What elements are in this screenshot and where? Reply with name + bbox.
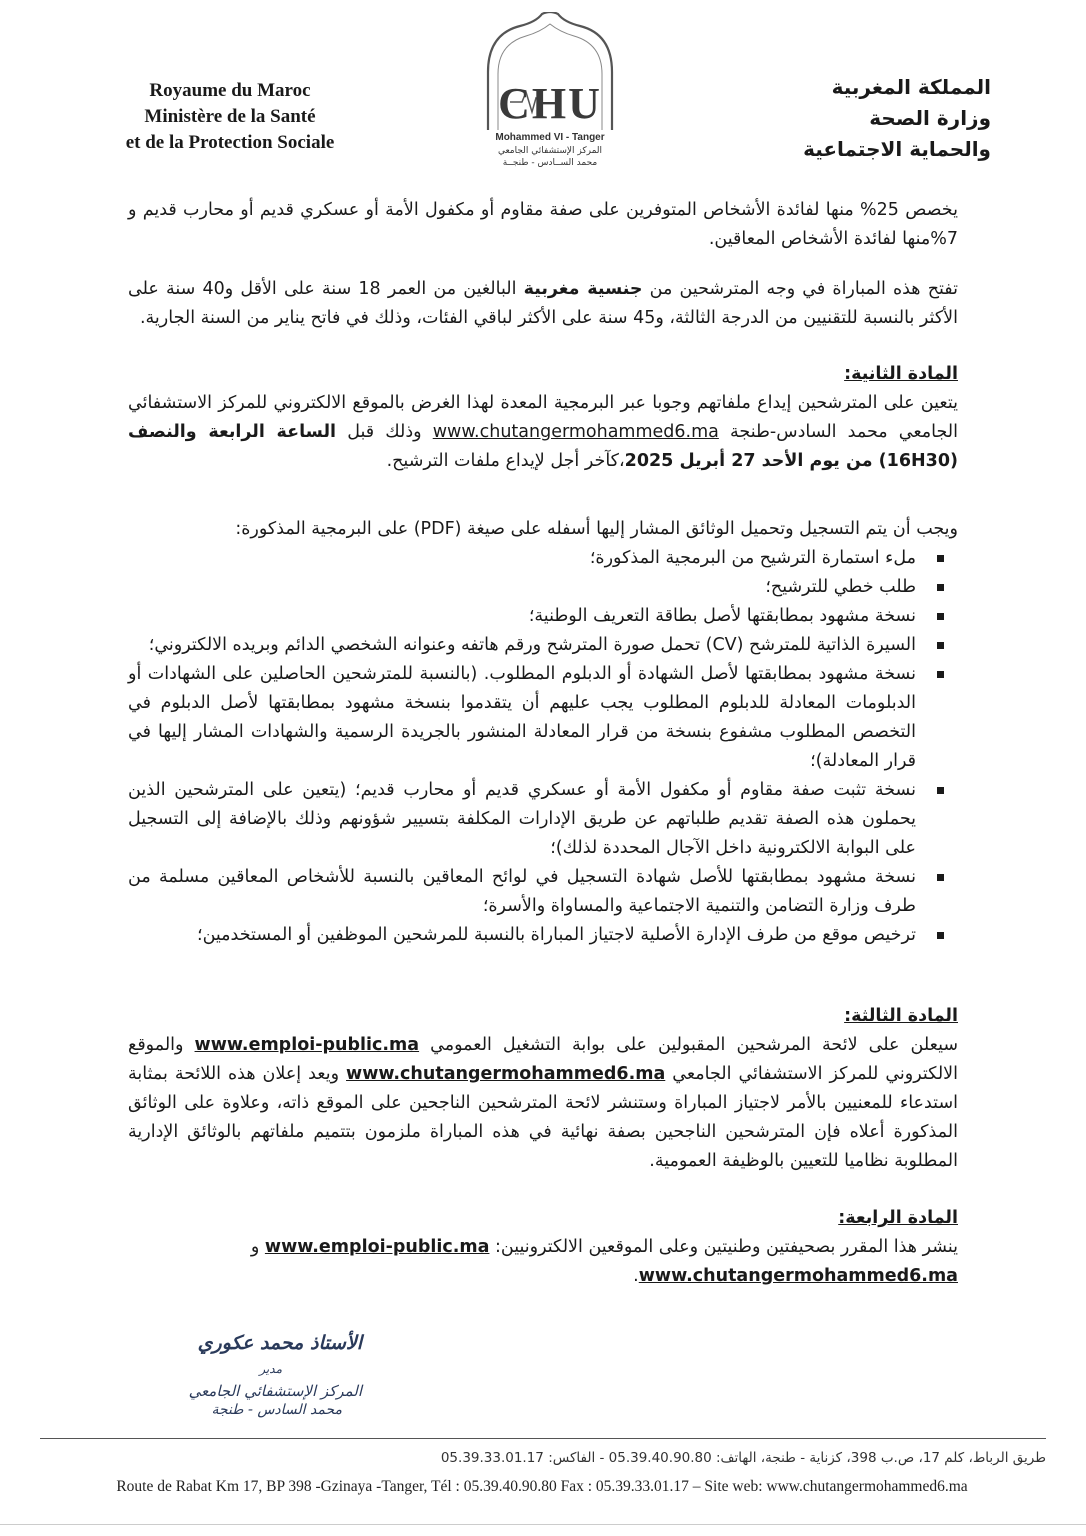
documents-list bbox=[128, 544, 958, 950]
bullet-square-icon bbox=[937, 555, 944, 562]
header-ar-line1: المملكة المغربية bbox=[831, 75, 991, 99]
chu-website-link[interactable]: www.chutangermohammed6.ma bbox=[346, 1064, 666, 1084]
list-item-text: نسخة تثبت صفة مقاوم أو مكفول الأمة أو عسكري قديم أو محارب قديم؛ (يتعين على المترشحين الذين يحملون هذه الصفة تقديم طلباتهم عن طريق الإدارات المكلفة بتسيير شؤونهم وذلك بالإضافة إلى التسجيل على البوابة الالكترونية داخل الآجال المحددة لذلك)؛ bbox=[128, 780, 916, 858]
article-2 bbox=[128, 360, 958, 476]
header-ar-line2: وزارة الصحة bbox=[869, 106, 991, 130]
list-item-text: ترخيص موقع من طرف الإدارة الأصلية لاجتياز المباراة بالنسبة للمرشحين الموظفين أو المستخدمين؛ bbox=[197, 925, 916, 945]
article-4 bbox=[128, 1204, 958, 1291]
chu-logo bbox=[470, 12, 630, 170]
signature-institution: المركز الإستشفائي الجامعي bbox=[188, 1382, 362, 1400]
signature-city: محمد السادس - طنجة bbox=[211, 1402, 342, 1418]
eligibility-nationality: جنسية مغربية bbox=[523, 279, 643, 299]
emploi-public-link[interactable]: www.emploi-public.ma bbox=[264, 1237, 490, 1257]
paragraph-quota: يخصص 25% منها لفائدة الأشخاص المتوفرين على صفة مقاوم أو مكفول الأمة أو عسكري قديم أو محارب قديم و 7%منها لفائدة الأشخاص المعاقين. bbox=[128, 200, 958, 249]
bullet-square-icon bbox=[937, 671, 944, 678]
article-2-deadline: الساعة الرابعة والنصف (16H30) من يوم الأحد 27 أبريل 2025 bbox=[128, 422, 958, 471]
article-2-text-d: ،كآخر أجل لإيداع ملفات الترشيح. bbox=[386, 451, 625, 471]
list-item-text: نسخة مشهود بمطابقتها للأصل شهادة التسجيل في لوائح المعاقين بالنسبة للأشخاص المعاقين مسلمة من طرف وزارة التضامن والتنمية الاجتماعية والمساواة والأسرة؛ bbox=[128, 867, 916, 916]
list-item-text: طلب خطي للترشيح؛ bbox=[765, 577, 916, 597]
article-3 bbox=[128, 1002, 958, 1176]
eligibility-text-c: البالغين من العمر 18 سنة على الأقل و40 سنة على الأكثر بالنسبة للتقنيين من الدرجة الثالثة، و45 سنة على الأكثر لباقي الفئات، وذلك في فاتح يناير من السنة الجارية. bbox=[128, 279, 958, 328]
signature-name: الأستاذ محمد عكوري bbox=[197, 1332, 362, 1354]
header-fr-line2: Ministère de la Santé bbox=[144, 106, 316, 127]
emploi-public-link[interactable]: www.emploi-public.ma bbox=[194, 1035, 420, 1055]
list-item bbox=[128, 660, 958, 776]
chu-website-link[interactable]: www.chutangermohammed6.ma bbox=[638, 1266, 958, 1286]
logo-arabic-line2: محمد الســادس - طنجــة bbox=[502, 158, 598, 168]
article-3-text-a: سيعلن على لائحة المرشحين المقبولين على بوابة التشغيل العمومي bbox=[419, 1035, 959, 1055]
article-3-text-c: ويعد إعلان هذه اللائحة بمثابة استدعاء للمعنيين بالأمر لاجتياز المباراة وستنشر لائحة المترشحين الناجحين على الموقع ذاته، وعلاوة على الوثائق المذكورة أعلاه فإن المترشحين الناجحين بصفة نهائية في هذه المباراة ملزمون بتتميم ملفاتهم بالوثائق الإدارية المطلوبة نظاميا للتعيين بالوظيفة العمومية. bbox=[128, 1064, 958, 1171]
director-signature bbox=[112, 1328, 362, 1428]
list-item bbox=[128, 573, 958, 602]
list-item bbox=[128, 544, 958, 573]
list-item bbox=[128, 631, 958, 660]
list-item-text: نسخة مشهود بمطابقتها لأصل الشهادة أو الدبلوم المطلوب. (بالنسبة للمترشحين الحاصلين على الشهادات أو الدبلومات المعادلة للدبلوم المطلوب يجب عليهم أن يتقدموا بنسخة مشهود بمطابقتها لأصل الدبلوم في التخصص المطلوب مشفوع بنسخة من قرار المعادلة المنشور بالجريدة الرسمية والشهادات المشار إليها في قرار المعادلة)؛ bbox=[128, 664, 916, 771]
article-3-title: المادة الثالثة: bbox=[844, 1006, 958, 1026]
article-3-text-b: والموقع الالكتروني للمركز الاستشفائي الجامعي bbox=[128, 1035, 958, 1084]
list-item-text: ملء استمارة الترشيح من البرمجية المذكورة؛ bbox=[589, 548, 916, 568]
bullet-square-icon bbox=[937, 787, 944, 794]
logo-main-text: CHU bbox=[498, 79, 602, 128]
article-2-title: المادة الثانية: bbox=[844, 364, 958, 384]
footer-divider bbox=[40, 1438, 1046, 1439]
bullet-square-icon bbox=[937, 584, 944, 591]
bullet-square-icon bbox=[937, 874, 944, 881]
header-french bbox=[95, 78, 365, 156]
page-bottom-divider bbox=[0, 1524, 1086, 1525]
footer-arabic-address: طريق الرباط، كلم 17، ص.ب 398، كزناية - طنجة، الهاتف: 05.39.40.90.80 - الفاكس: 05.39.33.01.17 bbox=[440, 1450, 1046, 1466]
list-item bbox=[128, 602, 958, 631]
article-2-text-a: يتعين على المترشحين إيداع ملفاتهم وجوبا عبر البرمجية المعدة لهذا الغرض بالموقع الالكتروني للمركز الاستشفائي الجامعي محمد السادس-طنجة bbox=[128, 393, 958, 442]
article-4-text-c: . bbox=[633, 1266, 639, 1286]
list-item bbox=[128, 921, 958, 950]
list-item bbox=[128, 776, 958, 863]
article-4-title: المادة الرابعة: bbox=[838, 1208, 958, 1228]
paragraph-eligibility bbox=[128, 275, 958, 333]
signature-role: مدير bbox=[259, 1362, 282, 1376]
article-2-text-b: وذلك قبل bbox=[336, 422, 433, 442]
bullet-square-icon bbox=[937, 613, 944, 620]
article-4-text-b: و bbox=[250, 1237, 265, 1257]
header-fr-line3: et de la Protection Sociale bbox=[125, 132, 335, 153]
paragraph-documents-intro: ويجب أن يتم التسجيل وتحميل الوثائق المشار إليها أسفله على صيغة (PDF) على البرمجية المذكورة: bbox=[235, 519, 958, 539]
header-ar-line3: والحماية الاجتماعية bbox=[803, 137, 991, 161]
list-item-text: السيرة الذاتية للمترشح (CV) تحمل صورة المترشح ورقم هاتفه وعنوانه الشخصي الدائم وبريده الالكتروني؛ bbox=[148, 635, 916, 655]
logo-subtitle: Mohammed VI - Tanger bbox=[495, 132, 605, 143]
logo-arabic-line1: المركز الإستشفائي الجامعي bbox=[497, 146, 603, 156]
article-4-text-a: ينشر هذا المقرر بصحيفتين وطنيتين وعلى الموقعين الالكترونيين: bbox=[489, 1237, 958, 1257]
footer-french-address: Route de Rabat Km 17, BP 398 -Gzinaya -Tanger, Tél : 05.39.40.90.80 Fax : 05.39.33.01.17 – Site web: www.chutangermohammed6.ma bbox=[116, 1478, 968, 1495]
bullet-square-icon bbox=[937, 932, 944, 939]
list-item bbox=[128, 863, 958, 921]
header-arabic bbox=[751, 72, 991, 165]
chu-website-link[interactable]: www.chutangermohammed6.ma bbox=[432, 422, 719, 442]
bullet-square-icon bbox=[937, 642, 944, 649]
list-item-text: نسخة مشهود بمطابقتها لأصل بطاقة التعريف الوطنية؛ bbox=[528, 606, 916, 626]
eligibility-text-a: تفتح هذه المباراة في وجه المترشحين من bbox=[642, 279, 958, 299]
header-fr-line1: Royaume du Maroc bbox=[149, 80, 311, 101]
